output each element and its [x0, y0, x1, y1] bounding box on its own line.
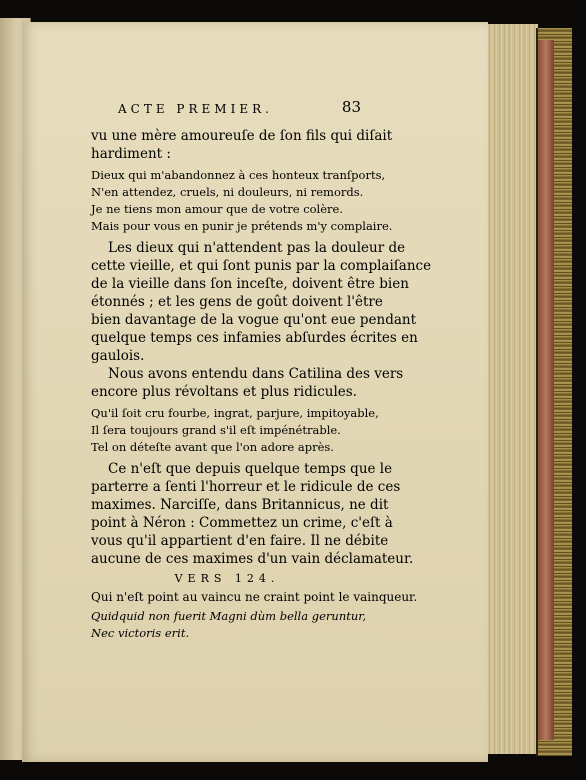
text-line: hardiment : [91, 146, 171, 162]
text-line: vu une mère amoureuſe de ſon fils qui diſait [91, 128, 393, 144]
text-line: quelque temps ces infamies abſurdes écrites en [91, 330, 418, 346]
verse-line: Dieux qui m'abandonnez à ces honteux tranſports, [91, 168, 386, 182]
verse-line: Je ne tiens mon amour que de votre colère. [91, 202, 344, 216]
text-line: Ce n'eſt que depuis quelque temps que le [108, 461, 393, 477]
text-line: point à Néron : Commettez un crime, c'eſt à [91, 515, 393, 531]
text-line: gaulois. [91, 348, 145, 364]
page-number: 83 [341, 98, 361, 116]
text-line: étonnés ; et les gens de goût doivent l'être [91, 294, 383, 310]
verse-line: Qu'il ſoit cru fourbe, ingrat, parjure, impitoyable, [91, 406, 379, 420]
cover-leather [538, 40, 554, 740]
verse-line: Il ſera toujours grand s'il eſt impénétrable. [91, 423, 341, 437]
text-line: Les dieux qui n'attendent pas la douleur de [108, 240, 406, 256]
text-line: aucune de ces maximes d'un vain déclamateur. [91, 551, 414, 567]
text-line: vous qu'il appartient d'en faire. Il ne débite [91, 533, 389, 549]
text-line: bien davantage de la vogue qu'ont eue pendant [91, 312, 417, 328]
text-line: parterre a ſenti l'horreur et le ridicule de ces [91, 479, 401, 495]
text-line: maximes. Narciſſe, dans Britannicus, ne dit [91, 497, 389, 513]
verse-line: N'en attendez, cruels, ni douleurs, ni remords. [91, 185, 364, 199]
verse-line: Mais pour vous en punir je prétends m'y complaire. [91, 219, 393, 233]
text-line: Nous avons entendu dans Catilina des vers [108, 366, 404, 382]
text-line: encore plus révoltans et plus ridicules. [91, 384, 357, 400]
text-line: cette vieille, et qui ſont punis par la complaiſance [91, 258, 432, 274]
text-line: de la vieille dans ſon inceſte, doivent être bien [91, 276, 409, 292]
header-title: ACTE PREMIER. [118, 102, 273, 116]
section-heading: VERS 124. [174, 572, 280, 585]
latin-quote-line: Quidquid non fuerit Magni dùm bella geruntur, [91, 609, 367, 623]
page-fore-edge [488, 24, 538, 754]
latin-quote-line: Nec victoris erit. [91, 626, 190, 640]
running-header [118, 98, 361, 118]
verse-line: Tel on déteſte avant que l'on adore après. [91, 440, 334, 454]
verse-line: Qui n'eſt point au vaincu ne craint point le vainqueur. [91, 590, 418, 604]
